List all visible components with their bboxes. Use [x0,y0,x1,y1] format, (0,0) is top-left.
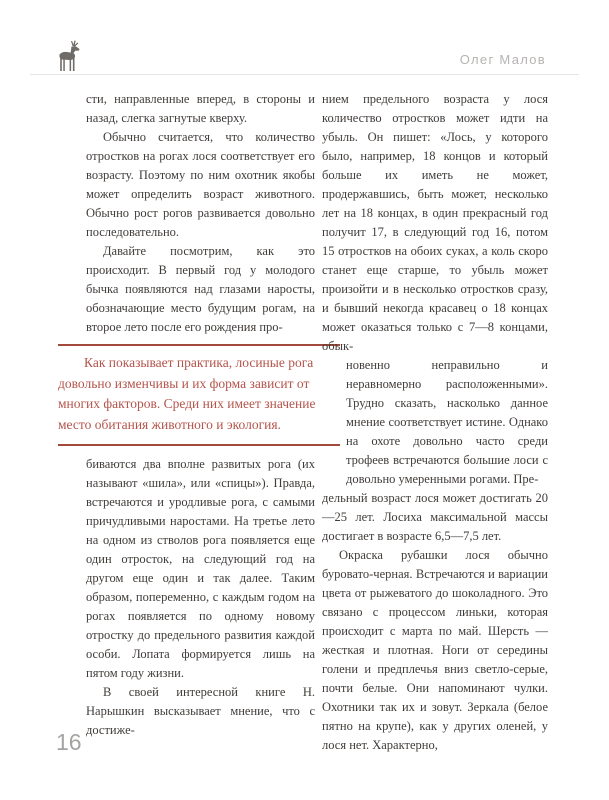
moose-icon [55,40,82,78]
paragraph-wrapped-around-callout: новенно неправильно и неравномерно расположенными». Трудно сказать, насколько данное мнение соответствует истине. Однако на охоте довольно часто среди трофеев встречаются большие лоси с довольно умеренными рогами. Пре- [346,358,548,486]
paragraph: В своей интересной книге Н. Нарышкин высказывает мнение, что с достиже- [86,685,315,737]
header-rule [30,74,579,75]
paragraph: Окраска рубашки лося обычно буровато-черная. Встречаются и вариации цвета от рыжеватого до шоколадного. Это связано с процессом линьки, которая происходит с марта по май. Шерсть — жесткая и плотная. Ноги от середины голени и предплечья вниз светло-серые, почти белые. Они напоминают чулки. Охотники так их и зовут. Зеркала (белое пятно на крупе), как у других оленей, у лося нет. Характерно, [322,548,548,752]
left-column [58,90,316,740]
callout-rule-bottom [58,444,340,446]
paragraph: дельный возраст лося может достигать 20—25 лет. Лосиха максимальной массы достигает в возрасте 6,5—7,5 лет. [322,491,548,543]
running-head-author: Олег Малов [459,52,546,67]
right-column [322,90,548,755]
paragraph: Давайте посмотрим, как это происходит. В первый год у молодого бычка появляются над глазами наросты, обозначающие место будущим рогам, на второе лето после его рождения про- [86,244,315,334]
paragraph: биваются два вполне развитых рога (их называют «шила», или «спицы»). Правда, встречаются и уродливые рога, с самыми причудливыми наростами. На третье лето на одном из стволов рога появляется еще один отросток, на следующий год на другом еще один и так далее. Таким образом, попеременно, с каждым годом на рогах появляется по одному новому отростку до предельного развития каждой особи. Лопата формируется лишь на пятом году жизни. [86,457,315,680]
paragraph: сти, направленные вперед, в стороны и назад, слегка загнутые кверху. [86,92,315,125]
callout-text: Как показывает практика, лосиные рога довольно изменчивы и их форма зависит от многих факторов. Среди них имеет значение место обитания животного и экология. [58,355,316,432]
paragraph: Обычно считается, что количество отростков на рогах лося соответствует его возрасту. Поэтому по ним охотник якобы может определить возраст животного. Обычно рост рогов развивается довольно последовательно. [86,130,315,239]
paragraph: нием предельного возраста у лося количество отростков может идти на убыль. Он пишет: «Лось, у которого было, например, 18 концов и который больше их иметь не может, продержавшись, быть может, несколько лет на 18 концах, в один прекрасный год получит 17, в следующий год 16, потом 15 отростков на обоих суках, а коль скоро станет еще старше, то убыль может произойти и в несколько отростков сразу, и бывший некогда красавец о 18 концах может оказаться только с 7—8 концами, обык- [322,92,548,353]
highlight-callout [58,344,340,446]
page-number: 16 [56,729,82,755]
